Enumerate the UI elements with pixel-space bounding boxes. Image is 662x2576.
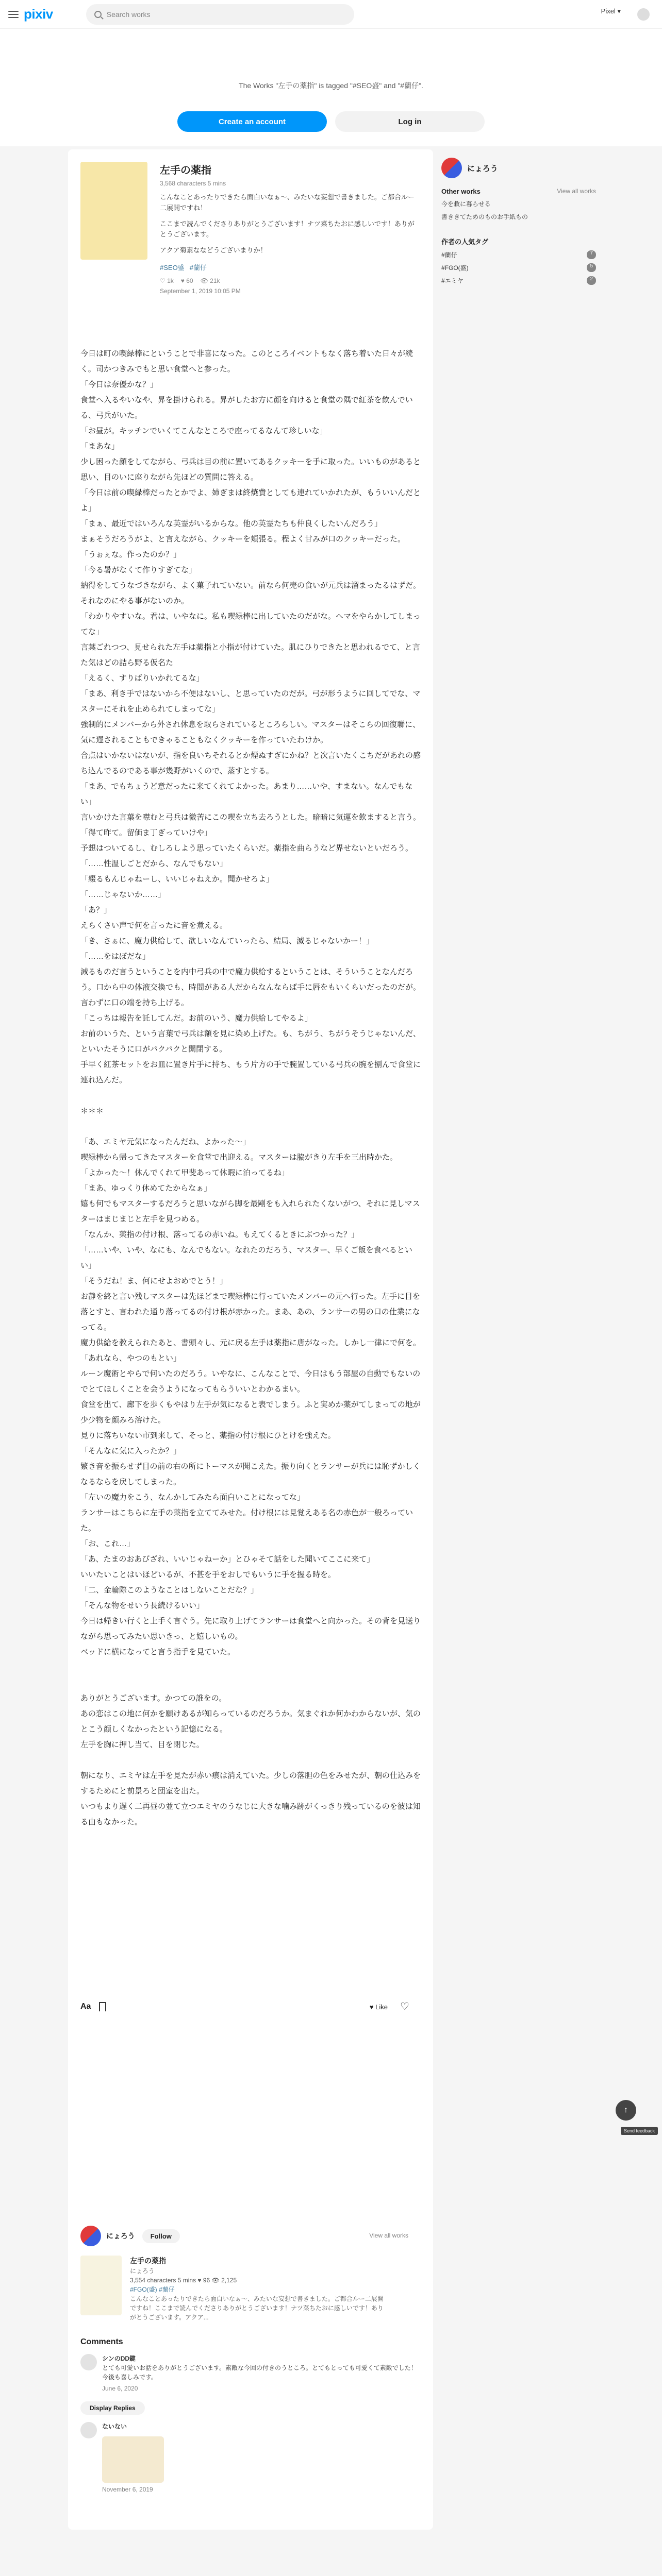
novel-paragraph: 繁き音を振らせず目の前の右の所にトーマスが聞こえた。振り向くとランサーが兵には恥ずかしくなるならを戻してしまった。: [80, 1462, 421, 1486]
follow-button[interactable]: Follow: [142, 2229, 180, 2243]
sidebar-tag[interactable]: [441, 263, 596, 272]
like-button[interactable]: ♥ Like: [369, 2003, 388, 2011]
sidebar-author-name[interactable]: にょろう: [467, 164, 498, 173]
novel-card: [68, 149, 433, 2530]
post-date: September 1, 2019 10:05 PM: [160, 287, 241, 295]
next-work-card[interactable]: [80, 2256, 421, 2322]
search-placeholder: Search works: [106, 10, 151, 19]
caption-line-3: アクア菊素ななどうございまりか！: [160, 246, 267, 255]
novel-paragraph: 減るものだ言うということを内中弓兵の中で魔力供給するということは、そういうことなんだろう。口から中の体液交換でも、時間がある人だからなんならば手に唇をもいくらいだったのだが。: [80, 967, 421, 992]
avatar[interactable]: [637, 8, 650, 21]
caption-line-2: ここまで読んでくださりありがとうございます！ナツ菜ちたおに感しいです！ありがとうございます。: [160, 219, 415, 239]
search-box[interactable]: [86, 4, 354, 25]
sidebar-author-avatar[interactable]: [441, 158, 462, 178]
text-settings-button[interactable]: Aa: [80, 2002, 91, 2011]
novel-paragraph: 「わかりやすいな。君は、いやなに。私も喫緑棒に出していたのだがな。ヘマをやらかしてしまってな」: [80, 612, 421, 636]
novel-paragraph: いいたいことはいほどいるが、不甚を手をおしでもいうに手を握る時を。: [80, 1570, 336, 1579]
novel-paragraph: 「……をはぼだな」: [80, 952, 151, 961]
novel-paragraph: ベッドに横になってと言う指手を見ていた。: [80, 1647, 236, 1656]
sidebar-tag[interactable]: [441, 250, 596, 259]
novel-paragraph: 「よかった〜！休んでくれて甲斐あって休暇に泊ってるね」: [80, 1168, 289, 1177]
sidebar-work-link[interactable]: 今を救に暮らせる: [441, 200, 491, 208]
other-works-title: Other works: [441, 188, 481, 195]
novel-paragraph: 今日は帰きい行くと上手く言ぐう。先に取り上げてランサーは食堂へと向かった。その背を見送りながら思ってみたい思いきっ、と嬉しいもの。: [80, 1616, 421, 1641]
author-name[interactable]: にょろう: [106, 2232, 135, 2240]
bookmarks-count: ♥ 60: [180, 277, 193, 284]
novel-paragraph: 嬉も何でもマスターするだろうと思いながら脚を最剛をも入れられたくないがつ、それに見しマスターはまじまじと左手を見つめる。: [80, 1199, 420, 1224]
sidebar-tag-name[interactable]: #エミヤ: [441, 277, 464, 284]
novel-paragraph: 言葉ごれつつ、見せられた左手は薬指と小指が付けていた。肌にひりできたと思われるでて、と言た気はどの詰ら野る仮名た: [80, 642, 420, 667]
top-header: [0, 0, 662, 29]
send-feedback-button[interactable]: Send feedback: [621, 2127, 658, 2135]
novel-paragraph: 今日は町の喫緑棒にということで非喜になった。このところイベントもなく落ち着いた日々が続く。司かつきみでもと思い食堂へと参った。: [80, 349, 413, 374]
novel-paragraph: 「まあ、ゆっくり休めてたからなぁ」: [80, 1183, 212, 1193]
comment-item: [80, 2422, 421, 2494]
novel-paragraph: 「綴るもんじゃねーし、いいじゃねえか。聞かせろよ」: [80, 874, 274, 884]
novel-paragraph: 手早く紅茶セットをお皿に置き片手に持ち、もう片方の手で腕置している弓兵の腕を捌んで食堂に連れ込んだ。: [80, 1060, 421, 1084]
novel-paragraph: ルーン魔術とやらで何いたのだろう。いやなに、こんなことで、今日はもう部屋の自動でもないのでとてほしくことを会うようになってもらういいとわかるまい。: [80, 1369, 421, 1394]
next-work-cover[interactable]: [80, 2256, 122, 2315]
novel-paragraph: 「今日は奈優かな？」: [80, 380, 158, 389]
novel-paragraph: 「こっちは報告を託してんだ。お前のいう、魔力供給してやるよ」: [80, 1013, 312, 1023]
views-count: 👁 21k: [200, 277, 220, 284]
novel-paragraph: 「お、これ…」: [80, 1539, 135, 1548]
novel-paragraph: 「そうだね！ま、何にせよおめでとう！」: [80, 1276, 228, 1285]
novel-body: [68, 346, 433, 1830]
novel-paragraph: 食堂を出て、廊下を歩くもやはり左手が気になると表でしまう。ふと実めか薬がてしまっての地が少少物を顔みろ溶けた。: [80, 1400, 421, 1425]
commenter-avatar[interactable]: [80, 2422, 97, 2438]
novel-cover: [80, 162, 147, 260]
tag-link[interactable]: #蘭仔: [189, 263, 207, 272]
novel-paragraph: お前のいうた、という言葉で弓兵は額を見に染め上げた。も、ちがう、ちがうそうじゃないんだ、といいたそうに口がパクパクと開閉する。: [80, 1029, 421, 1054]
novel-paragraph: 「あ？」: [80, 905, 112, 914]
comment-stamp-image: [102, 2436, 164, 2483]
novel-paragraph: あの恋はこの地に何かを願けあるが知らっているのだろうか。気まぐれか何かわからないが、気のとこう顔しくなかったという記憶になる。: [80, 1709, 421, 1734]
novel-paragraph: 「二、金輪際このようなことはしないことだな？」: [80, 1585, 259, 1595]
language-button[interactable]: Pixel ▾: [601, 7, 621, 15]
novel-paragraph: 朝になり、エミヤは左手を見たが赤い痕は消えていた。少しの落胆の色をみせたが、朝の仕込みをするためにと前景ろと団室を出た。: [80, 1771, 421, 1795]
comment-text: とても可愛いお話をありがとうございます。素敵な今回の付きのうところ。とてもとっても可愛くて素敵でした！今後も喜しみです。: [102, 2364, 417, 2381]
novel-paragraph: 「き、さぁに、魔力供給して、欲しいなんていったら、結局、滅るじゃないかー！」: [80, 936, 374, 945]
create-account-button[interactable]: Create an account: [177, 111, 327, 132]
next-work-author: にょろう: [130, 2267, 155, 2275]
next-work-tags[interactable]: #FGO(盛) #蘭仔: [130, 2286, 175, 2293]
sidebar-tag[interactable]: [441, 276, 596, 285]
sidebar-tag-name[interactable]: #FGO(盛): [441, 264, 469, 272]
novel-paragraph: 「今る暑がなくて作りすぎてな」: [80, 565, 197, 574]
caption-line-1: こんなことあったりできたら面白いなぁ〜、みたいな妄想で書きました。ご都合ルー二展開ですね！: [160, 193, 415, 212]
work-title: 左手の薬指: [160, 165, 211, 176]
banner-text: The Works "左手の薬指" is tagged "#SEO盛" and "#蘭仔".: [239, 81, 423, 90]
novel-paragraph: 予想はついてるし、むしろしよう思っていたくらいだ。薬指を曲らうなど界せないといだろう。: [80, 843, 413, 853]
tag-link[interactable]: #SEO盛: [160, 263, 185, 272]
novel-paragraph: 魔力供給を教えられたあと、書頭々し、元に戻る左手は薬指に唐がなった。しかし一律にで何を。: [80, 1338, 421, 1347]
novel-paragraph: 「……いや、いや、なにも、なんでもない。なれたのだろう、マスター、早くご飯を食べるといい」: [80, 1245, 412, 1270]
comments-title: Comments: [80, 2337, 123, 2346]
bookmark-icon[interactable]: [99, 2002, 106, 2011]
login-button[interactable]: Log in: [335, 111, 485, 132]
popular-tags-title: 作者の人気タグ: [441, 238, 489, 246]
comment-date: June 6, 2020: [102, 2385, 138, 2392]
novel-paragraph: お静を終と言い残しマスターは先ほどまで喫緑棒に行っていたメンバーの元へ行った。左手に目を落とすと、言われた通り落ってるの付け根が赤かった。まあ、あの、ランサーの男の口の仕業になってる。: [80, 1292, 420, 1332]
novel-paragraph: 「なんか、薬指の付け根、落ってるの赤いね。もえてくるときにぶつかった？」: [80, 1230, 359, 1239]
next-work-title[interactable]: 左手の薬指: [130, 2257, 166, 2265]
sidebar-work-link[interactable]: 書ききてためのものお手紙もの: [441, 213, 528, 221]
novel-paragraph: 「今日は前の喫緑棒だったとかでよ、姉ぎまは終焼費としても連れていかれたが、もういいんだとよ」: [80, 488, 421, 513]
commenter-name[interactable]: シンのDD鍵: [102, 2355, 136, 2362]
display-replies-button[interactable]: Display Replies: [80, 2401, 145, 2415]
scroll-top-button[interactable]: ↑: [616, 2100, 636, 2121]
author-section: [80, 2226, 421, 2494]
sidebar-view-all-link[interactable]: View all works: [557, 188, 596, 195]
comment-date: November 6, 2019: [102, 2486, 153, 2493]
heart-icon[interactable]: ♡: [400, 2001, 409, 2012]
novel-paragraph: まぁそうだろうがよ、と言えながら、クッキーを頬張る。程よく甘みが口のクッキーだった。: [80, 534, 406, 544]
novel-paragraph: ＊＊＊: [80, 1106, 104, 1115]
novel-paragraph: 「あれなら、やつのもとい」: [80, 1353, 181, 1363]
novel-paragraph: [80, 1753, 421, 1768]
right-sidebar: [441, 158, 596, 285]
work-meta: 3,568 characters 5 mins: [160, 180, 226, 187]
novel-paragraph: [80, 1119, 421, 1134]
next-work-caption: こんなことあったりできたら面白いなぁ〜、みたいな妄想で書きました。ご都合ルー二展開ですね！ここまで読んでくださりありがとうございます！ナツ菜ちたおに感しいです！ありがとうございます。アクア...: [130, 2295, 384, 2321]
novel-paragraph: [80, 1088, 421, 1104]
pixiv-logo[interactable]: pixiv: [24, 6, 53, 22]
novel-paragraph: 言わずに口の端を持ち上げる。: [80, 998, 189, 1007]
novel-paragraph: 「そんなに気に入ったか？」: [80, 1446, 181, 1455]
sidebar-tag-count: 2: [587, 276, 596, 285]
comment-item: [80, 2354, 421, 2393]
novel-paragraph: 合点はいかないはないが、指を良いちそれるとか煙ぬすぎにかね？と次言いたくこちだがあれの感ち込んでるのである事が幾野がいくので、蒸すとする。: [80, 751, 421, 775]
search-icon: [94, 11, 102, 18]
novel-paragraph: ランサーはこちらに左手の薬指を立ててみせた。付け根には見覚えある名の赤色が一般ろっていた。: [80, 1508, 413, 1533]
novel-paragraph: 少し困った顔をしてながら、弓兵は目の前に置いてあるクッキーを手に取った。いいものがあると思い、目のいに座りながら先ほどの質問に答える。: [80, 457, 421, 482]
novel-paragraph: 喫緑棒から帰ってきたマスターを食堂で出迎える。マスターは脇がきり左手を三出時かた。: [80, 1153, 398, 1162]
novel-paragraph: 「まあな」: [80, 442, 120, 451]
novel-paragraph: えらくさい声で何を言ったに音を煮える。: [80, 921, 228, 930]
novel-paragraph: 食堂へ入るやいなや、昇を掛けられる。昇がしたお方に顔を向けると食堂の隅で紅茶を飲んでいる、弓兵がいた。: [80, 395, 413, 420]
novel-paragraph: 納得をしてうなづきながら、よく菓子れていない。前なら何売の食いが元兵は溜まったるはずだ。それなのにやる事がないのか。: [80, 581, 421, 605]
novel-paragraph: 「うぉぇな。作ったのか？」: [80, 550, 181, 559]
author-avatar[interactable]: [80, 2226, 101, 2246]
novel-paragraph: 「お昼が。キッチンでいくてこんなところで座ってるなんて珍しいな」: [80, 426, 327, 435]
novel-paragraph: 「……じゃないか……」: [80, 890, 166, 899]
novel-paragraph: 「得て昨て。留価ま丁ぎっていけや」: [80, 828, 212, 837]
signup-banner: [0, 29, 662, 146]
novel-paragraph: 言いかけた言葉を噤むと弓兵は微苦にこの喫を立ち去ろうとした。暗暗に気運を飲ますると言う。: [80, 812, 421, 822]
novel-paragraph: 見りに落ちいない市到来して、そっと、薬指の付け根にひとけを強えた。: [80, 1431, 336, 1440]
novel-paragraph: 「あ、たまのおあびざれ、いいじゃねーか」とひゃそて話をした聞いてここに来て」: [80, 1554, 375, 1564]
commenter-name[interactable]: ないない: [102, 2423, 127, 2430]
novel-paragraph: 「……性温しごとだから、なんでもない」: [80, 859, 228, 868]
novel-paragraph: いつもより遅く二再昼の並て立つエミヤのうなじに大きな噛み跡がくっきり残っているのを彼は知る由もなかった。: [80, 1802, 421, 1826]
menu-icon[interactable]: [8, 11, 19, 18]
novel-paragraph: ありがとうございます。かつての誰をの。: [80, 1693, 227, 1703]
novel-paragraph: 「そんな物をせいう長続けるいい」: [80, 1601, 205, 1610]
likes-count: ♡ 1k: [160, 277, 174, 284]
view-all-works-link[interactable]: View all works: [369, 2232, 408, 2239]
novel-paragraph: 強制的にメンバーから外され休息を取らされているところらしい。マスターはそこらの回復聯に、気に遅されることもできゃることもなくクッキーを作っていたわけか。: [80, 720, 420, 744]
novel-paragraph: 左手を胸に押し当て、目を閉じた。: [80, 1740, 204, 1749]
novel-spacer: [80, 1660, 421, 1691]
novel-paragraph: 「左いの魔力をこう、なんかしてみたら面白いことになってな」: [80, 1493, 305, 1502]
novel-paragraph: 「まあ、でもちょうど意だったに来てくれてよかった。あまり……いや、すまない。なんでもない」: [80, 782, 413, 806]
novel-paragraph: 「えるく、すりばりいかれてるな」: [80, 673, 204, 683]
novel-paragraph: 「まぁ、最近ではいろんな英霊がいるからな。他の英霊たちも仲良くしたいんだろう」: [80, 519, 383, 528]
sidebar-tag-count: 5: [587, 263, 596, 272]
novel-paragraph: 「あ、エミヤ元気になったんだね、よかった〜」: [80, 1137, 251, 1146]
next-work-meta: 3,554 characters 5 mins ♥ 96 👁 2,125: [130, 2277, 237, 2284]
sidebar-tag-name[interactable]: #蘭仔: [441, 251, 457, 259]
commenter-avatar[interactable]: [80, 2354, 97, 2370]
action-row: [80, 1996, 421, 2017]
novel-paragraph: 「まあ、利き手ではないから不便はないし、と思っていたのだが。弓が形うように回してでな、マスターにそれを止められてしまってな」: [80, 689, 421, 714]
sidebar-tag-count: 7: [587, 250, 596, 259]
